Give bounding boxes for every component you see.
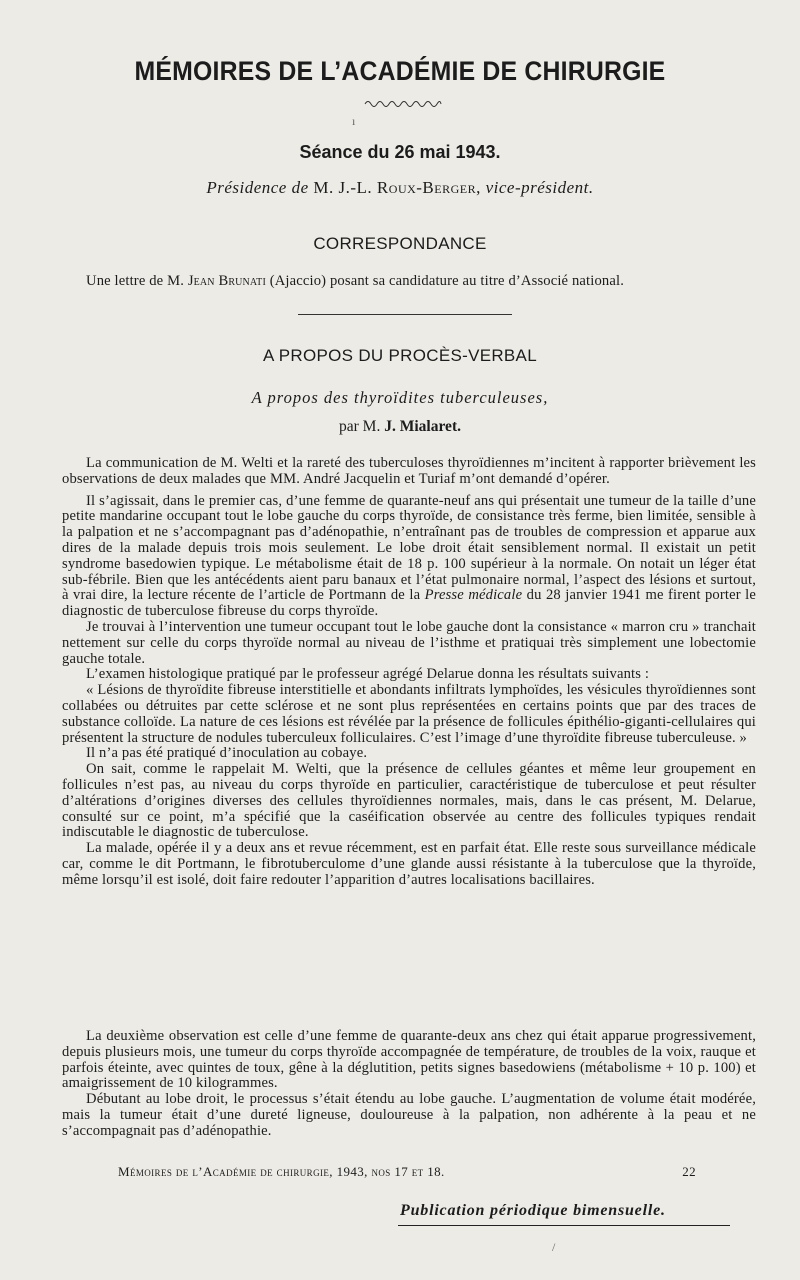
print-mark: /: [552, 1240, 556, 1254]
seance-date: Séance du 26 mai 1943.: [299, 142, 501, 162]
page-footer: [118, 1164, 696, 1180]
journal-reference: Mémoires de l’Académie de chirurgie, 1943, nos 17 et 18.: [118, 1164, 445, 1179]
presidence-name: M. J.-L. Roux-Berger,: [313, 178, 481, 197]
paragraph-intro: La communication de M. Welti et la rareté des tuberculoses thyroïdiennes m’incitent à rapporter brièvement les observations de deux malades que MM. André Jacquelin et Turiaf m’ont demandé d’opérer.: [62, 455, 756, 487]
paragraph-inoculation: Il n’a pas été pratiqué d’inoculation au cobaye.: [86, 745, 368, 762]
page-number: 22: [682, 1164, 696, 1179]
journal-citation: Presse médicale: [424, 587, 523, 604]
correspondance-section: [62, 274, 756, 290]
paragraph-case-1-end: du 28 janvier 1941 me firent porter le diagnostic de tuberculose fibreuse du corps thyroïde.: [62, 587, 756, 620]
article-body-observation-1: [62, 456, 756, 889]
author-line: [0, 418, 800, 436]
article-body-observation-2: [62, 1029, 756, 1140]
author-name: J. Mialaret.: [384, 418, 461, 435]
paragraph-case-1-start: Il s’agissait, dans le premier cas, d’une femme de quarante-neuf ans qui présentait une tumeur de la taille d’une petite mandarine occupant tout le lobe gauche du corps thyroïde, de consistance très ferme, bien limitée, sensible à la palpation et ne s’accompagnant pas d’adénopathie, n’entraînant pas de troubles de compression et apparue aux dires de la malade depuis trois mois seulement. Le lobe droit était sensiblement normal. Il existait un petit syndrome basedowien typique. Le métabolisme était de 18 p. 100 supérieur à la normale. On notait un léger état sub-fébrile. Bien que les antécédents aient paru banaux et l’état pulmonaire normal, l’aspect des lésions et surtout, à vrai dire, la lecture récente de l’article de Portmann de la: [62, 492, 756, 604]
paragraph-case-1: [62, 494, 756, 620]
paragraph-case-2: La deuxième observation est celle d’une femme de quarante-deux ans chez qui était apparue progressivement, depuis plusieurs mois, une tumeur du corps thyroïde accompagnée de température, de troubles de la voix, rauque et parfois éteinte, avec quintes de toux, gêne à la déglutition, petits signes basedowiens (métabolisme + 10 p. 100) et amaigrissement de 10 kilogrammes.: [62, 1028, 756, 1092]
paragraph-intervention: Je trouvai à l’intervention une tumeur occupant tout le lobe gauche dont la consistance « marron cru » tranchait nettement sur celle du corps thyroïde normal au niveau de l’isthme et pratiquai très simplement une lobectomie gauche totale.: [62, 618, 756, 667]
article-title: A propos des thyroïdites tuberculeuses,: [251, 388, 549, 407]
presidence-role: vice-président.: [485, 178, 594, 197]
section-divider: [298, 314, 512, 315]
journal-title: MÉMOIRES DE L’ACADÉMIE DE CHIRURGIE: [134, 56, 666, 86]
presidence-line: [0, 178, 800, 198]
paragraph-histology-intro: L’examen histologique pratiqué par le professeur agrégé Delarue donna les résultats suivants :: [86, 666, 650, 683]
ornament-divider: [364, 98, 442, 108]
paragraph-follow-up: La malade, opérée il y a deux ans et revue récemment, est en parfait état. Elle reste sous surveillance médicale car, comme le dit Portmann, le fibrotuberculome d’une glande aussi résistante à la tuberculose que la thyroïde, même lorsqu’il est isolé, doit faire redouter l’apparition d’autres localisations bacillaires.: [62, 840, 756, 888]
correspondance-text-before: Une lettre de M.: [86, 273, 188, 289]
presidence-label: Présidence de: [206, 178, 309, 197]
proces-verbal-heading: A PROPOS DU PROCÈS-VERBAL: [263, 346, 537, 365]
author-prefix: par M.: [339, 418, 381, 435]
correspondance-name: Jean Brunati: [187, 273, 266, 289]
print-mark: ı: [352, 114, 356, 128]
paragraph-histology-quote: « Lésions de thyroïdite fibreuse interstitielle et abondants infiltrats lymphoïdes, les vésicules thyroïdiennes sont collabées ou détruites par cette sclérose et ne sont plus représentées en certains points que par des traces de substance colloïde. La nature de ces lésions est révélée par la présence de follicules épithélio-giganti-cellulaires qui présentent la structure de nodules tuberculeux folliculaires. C’est l’image d’une thyroïdite fibreuse tuberculeuse. »: [62, 682, 756, 746]
correspondance-heading: CORRESPONDANCE: [313, 234, 487, 253]
publication-underline: [398, 1225, 730, 1226]
paragraph-case-2-evolution: Débutant au lobe droit, le processus s’était étendu au lobe gauche. L’augmentation de volume était modérée, mais la tumeur était d’une dureté ligneuse, douloureuse à la palpation, non adhérente à la peau et ne s’accompagnait pas d’adénopathie.: [62, 1091, 756, 1139]
paragraph-discussion: On sait, comme le rappelait M. Welti, que la présence de cellules géantes et même leur groupement en follicules n’est pas, au niveau du corps thyroïde en particulier, caractéristique de tuberculose et peut résulter d’altérations d’origines diverses des cellules thyroïdiennes normales, mais, dans le cas présent, M. Delarue, consulté sur ce point, m’a spécifié que la caséification observée au centre des follicules typiques rendait indiscutable le diagnostic de tuberculose.: [62, 761, 756, 841]
publication-frequency: Publication périodique bimensuelle.: [400, 1202, 666, 1219]
correspondance-text-after: (Ajaccio) posant sa candidature au titre d’Associé national.: [265, 273, 624, 289]
correspondance-paragraph: [62, 274, 756, 290]
